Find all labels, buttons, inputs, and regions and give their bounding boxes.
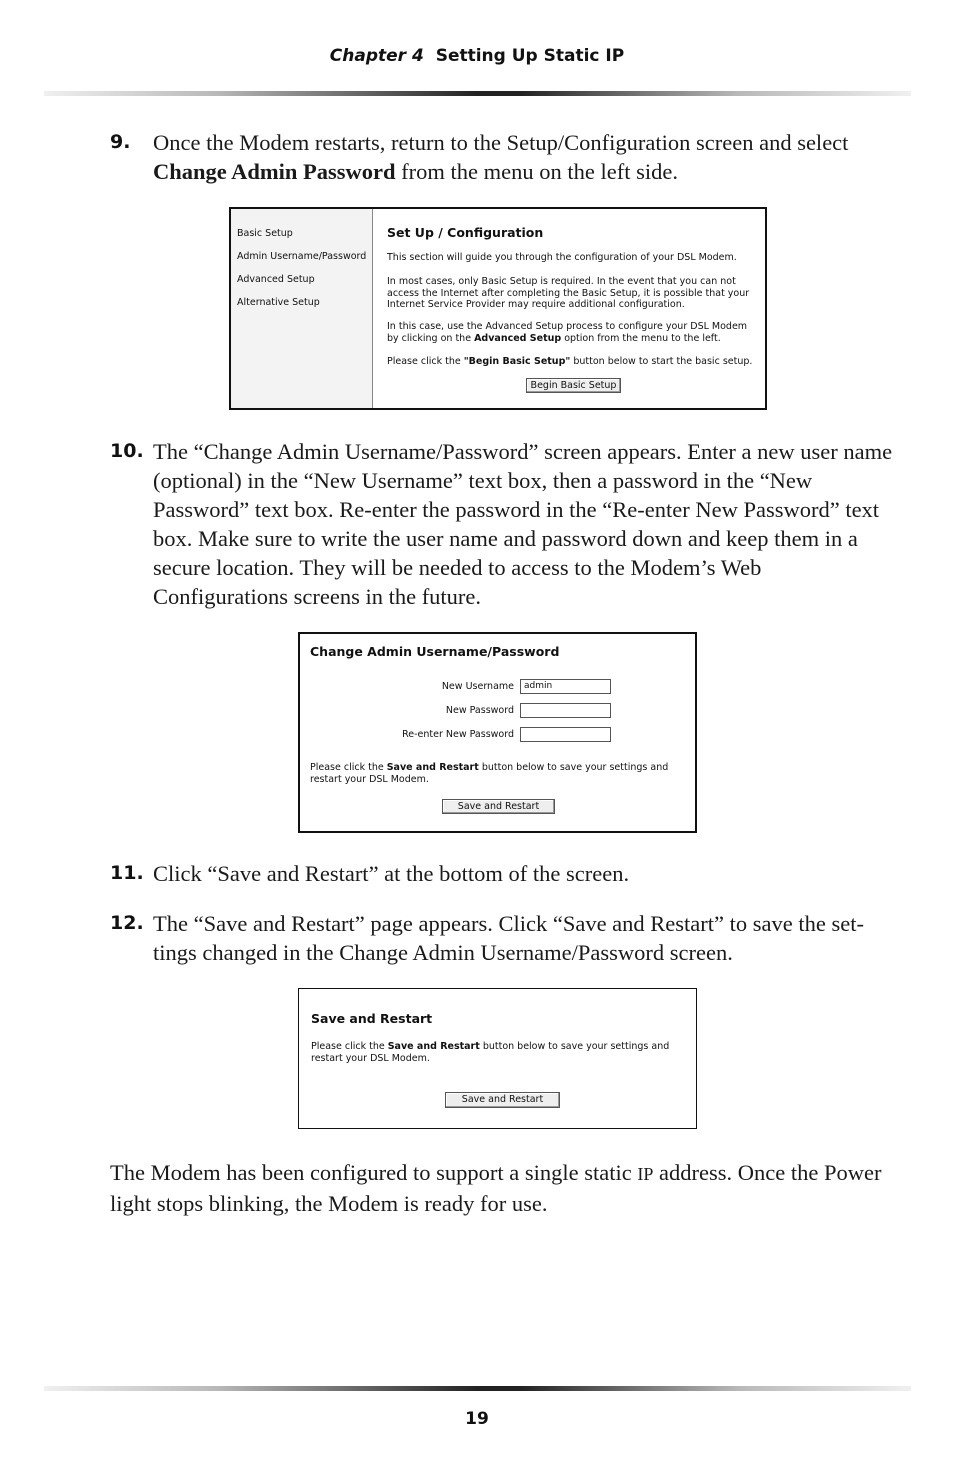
menu-alternative-setup[interactable]: Alternative Setup (237, 297, 320, 308)
restart-title: Save and Restart (311, 1011, 433, 1026)
restart-note: Please click the Save and Restart button below to save your settings and restart your DSL Modem. (311, 1041, 670, 1064)
page-number: 19 (465, 1409, 489, 1429)
reenter-password-label: Re-enter New Password (402, 729, 514, 740)
begin-basic-setup-button[interactable]: Begin Basic Setup (526, 378, 621, 393)
admin-title: Change Admin Username/Password (310, 644, 560, 659)
setup-intro-text: This section will guide you through the configuration of your DSL Modem. (387, 252, 737, 263)
setup-basic-text: In most cases, only Basic Setup is required. In the event that you can not access the Internet after completing the Basic Setup, it is possible that your Internet Service Provider may require additional configuration. (387, 276, 750, 310)
step-text: The “Change Admin Username/Password” screen appears. Enter a new user name (optional) in the “New Username” text box, then a password in the “New Password” text box. Re-enter the password in the “Re-enter New Password” text box. Make sure to write the user name and password down and keep them in a secure location. They will be needed to access to the Modem’s Web Configurations screens in the future. (153, 439, 893, 609)
admin-note: Please click the Save and Restart button below to save your settings and restart your DSL Modem. (310, 762, 669, 785)
setup-click-text: Please click the "Begin Basic Setup" button below to start the basic setup. (387, 356, 753, 367)
menu-basic-setup[interactable]: Basic Setup (237, 228, 293, 239)
save-restart-screenshot (298, 988, 697, 1129)
step-9 (110, 128, 900, 186)
header-rule (44, 91, 911, 96)
closing-paragraph: The Modem has been configured to support a single static IP address. Once the Power light stops blinking, the Modem is ready for use. (110, 1160, 882, 1216)
setup-advanced-text: In this case, use the Advanced Setup process to configure your DSL Modem by clicking on the Advanced Setup option from the menu to the left. (387, 321, 748, 344)
menu-advanced-setup[interactable]: Advanced Setup (237, 274, 315, 285)
step-11 (110, 859, 900, 888)
footer-rule (44, 1386, 911, 1391)
setup-menu-panel (231, 209, 373, 408)
new-username-label: New Username (441, 681, 514, 692)
setup-title: Set Up / Configuration (387, 225, 544, 240)
new-username-input[interactable]: admin (520, 679, 611, 694)
step-number: 10. (110, 440, 144, 462)
save-and-restart-button[interactable]: Save and Restart (442, 799, 555, 814)
change-admin-screenshot (298, 632, 697, 833)
step-text: Once the Modem restarts, return to the Setup/Configuration screen and select Change Admin Password from the menu on the left side. (153, 130, 849, 184)
setup-configuration-screenshot (229, 207, 767, 410)
new-password-label: New Password (445, 705, 514, 716)
save-and-restart-button[interactable]: Save and Restart (445, 1092, 560, 1108)
step-number: 12. (110, 912, 144, 934)
step-10 (110, 437, 900, 611)
step-number: 11. (110, 862, 144, 884)
reenter-password-input[interactable] (520, 727, 611, 742)
menu-admin-username-password[interactable]: Admin Username/Password (237, 251, 367, 262)
step-text: Click “Save and Restart” at the bottom of the screen. (153, 861, 630, 886)
running-header (0, 46, 954, 66)
new-password-input[interactable] (520, 703, 611, 718)
chapter-title: Setting Up Static IP (435, 46, 625, 66)
chapter-label: Chapter 4 (329, 46, 424, 66)
step-12 (110, 909, 900, 967)
step-number: 9. (110, 131, 131, 153)
step-text: The “Save and Restart” page appears. Click “Save and Restart” to save the set-tings changed in the Change Admin Username/Password screen. (153, 911, 864, 965)
